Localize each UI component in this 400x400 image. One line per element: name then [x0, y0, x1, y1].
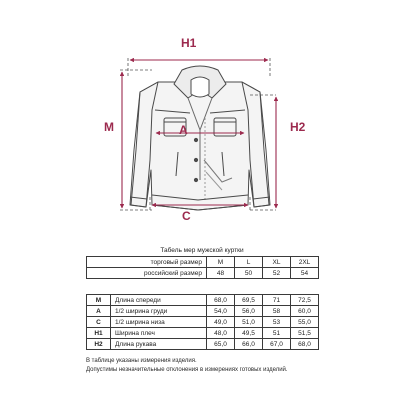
measure-value: 53 [263, 317, 291, 328]
size-xl: XL [263, 257, 291, 268]
measure-name: Ширина плеч [111, 328, 207, 339]
measure-name: Длина рукава [111, 339, 207, 350]
measure-value: 71 [263, 295, 291, 306]
ru-size-value: 50 [235, 268, 263, 279]
label-c: C [182, 209, 191, 223]
measure-code: C [87, 317, 111, 328]
measure-value: 51,5 [291, 328, 319, 339]
measure-value: 68,0 [207, 295, 235, 306]
measure-value: 51 [263, 328, 291, 339]
measure-value: 68,0 [291, 339, 319, 350]
label-m: M [104, 120, 114, 134]
size-table [86, 256, 319, 279]
measurements-table [86, 294, 319, 350]
measure-code: H1 [87, 328, 111, 339]
measure-value: 54,0 [207, 306, 235, 317]
table-row [87, 295, 319, 306]
measure-value: 67,0 [263, 339, 291, 350]
size-header-label: торговый размер [87, 257, 207, 268]
measure-value: 49,5 [235, 328, 263, 339]
measure-value: 60,0 [291, 306, 319, 317]
measure-value: 65,0 [207, 339, 235, 350]
label-a: A [179, 123, 188, 137]
measure-code: H2 [87, 339, 111, 350]
table-row [87, 306, 319, 317]
measure-name: 1/2 ширина низа [111, 317, 207, 328]
measure-value: 66,0 [235, 339, 263, 350]
size-2xl: 2XL [291, 257, 319, 268]
measure-code: A [87, 306, 111, 317]
ru-size-label: российский размер [87, 268, 207, 279]
label-h1: H1 [181, 36, 197, 50]
ru-size-row [87, 268, 319, 279]
table-row [87, 328, 319, 339]
size-header-row [87, 257, 319, 268]
ru-size-value: 54 [291, 268, 319, 279]
size-l: L [235, 257, 263, 268]
ru-size-value: 48 [207, 268, 235, 279]
measure-name: 1/2 ширина груди [111, 306, 207, 317]
measure-value: 49,0 [207, 317, 235, 328]
ru-size-value: 52 [263, 268, 291, 279]
measure-value: 58 [263, 306, 291, 317]
measure-value: 48,0 [207, 328, 235, 339]
note-tolerance: Допустимы незначительные отклонения в измерениях готовых изделий. [86, 367, 288, 373]
jacket-drawing [130, 66, 270, 210]
table-title: Табель мер мужской куртки [160, 247, 244, 254]
table-row [87, 339, 319, 350]
table-row [87, 317, 319, 328]
measure-value: 55,0 [291, 317, 319, 328]
label-h2: H2 [290, 120, 306, 134]
measure-value: 56,0 [235, 306, 263, 317]
measure-value: 69,5 [235, 295, 263, 306]
size-m: M [207, 257, 235, 268]
measure-code: M [87, 295, 111, 306]
measure-value: 72,5 [291, 295, 319, 306]
note-measurements: В таблице указаны измерения изделия. [86, 358, 197, 364]
measure-value: 51,0 [235, 317, 263, 328]
measure-name: Длина спереди [111, 295, 207, 306]
